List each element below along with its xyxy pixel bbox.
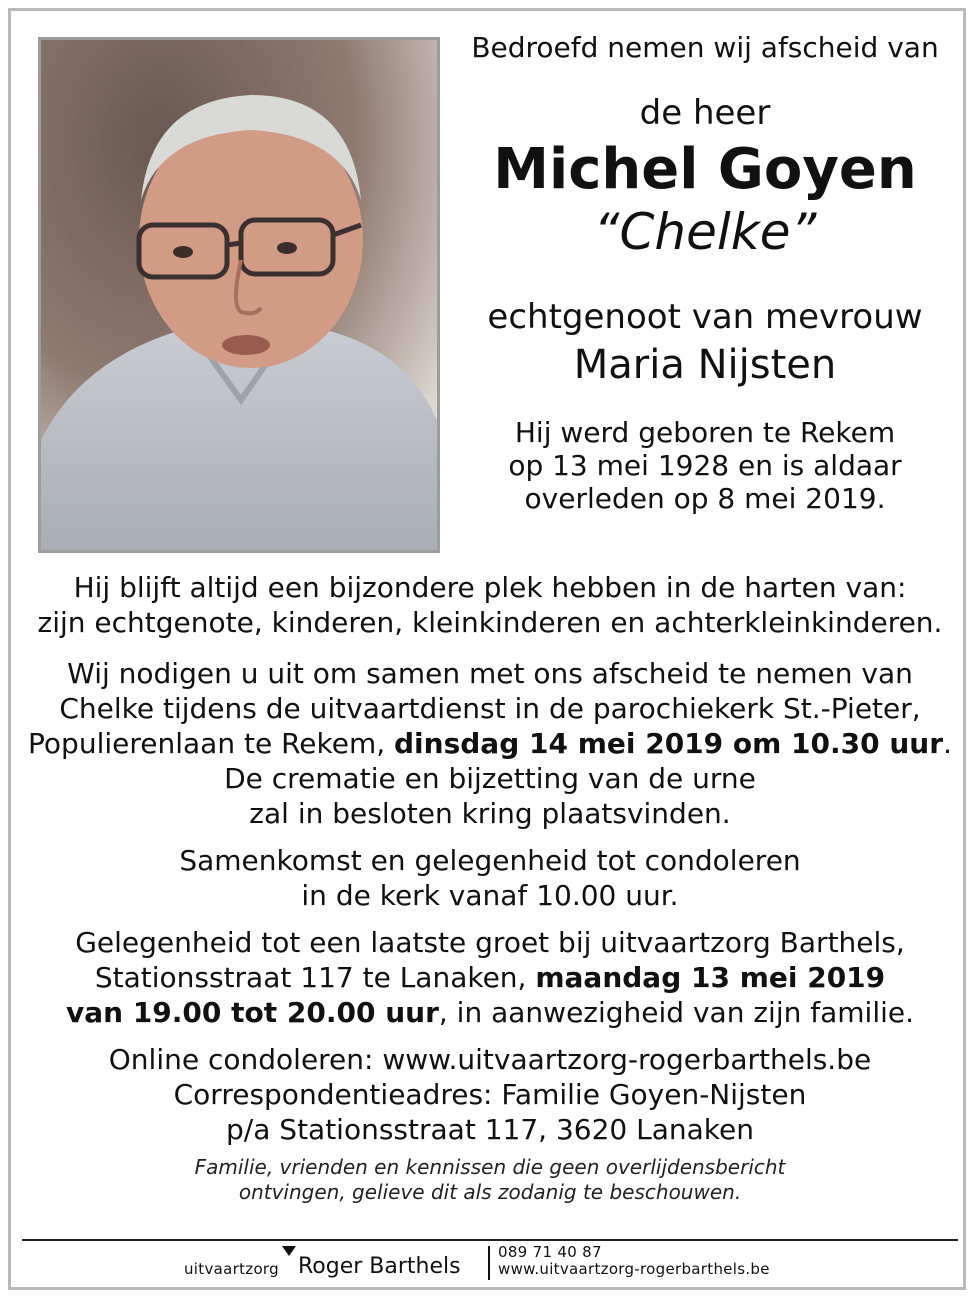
invite-line: zal in besloten kring plaatsvinden. [249,797,731,830]
invite-line: Wij nodigen u uit om samen met ons afscheid te nemen van [67,657,913,690]
invite-text: Populierenlaan te Rekem, [28,727,395,760]
invite-line: Chelke tijdens de uitvaartdienst in de parochiekerk St.-Pieter, [59,692,921,725]
nickname: “Chelke” [593,203,817,261]
announcement-body [22,570,958,1205]
triangle-icon [282,1246,296,1256]
born-line: op 13 mei 1928 en is aldaar [508,449,902,482]
footer-prefix: uitvaartzorg [184,1260,279,1278]
born-line: overleden op 8 mei 2019. [524,482,886,515]
intro-text: Bedroefd nemen wij afscheid van [471,31,939,64]
footer-website[interactable]: www.uitvaartzorg-rogerbarthels.be [498,1260,770,1278]
greeting-time: van 19.00 tot 20.00 uur [65,996,439,1029]
header-block [452,28,958,515]
gathering-line: Samenkomst en gelegenheid tot condoleren [179,844,801,877]
deceased-name: Michel Goyen [493,137,917,202]
birth-death-text [452,416,958,515]
remember-line: Hij blijft altijd een bijzondere plek hebben in de harten van: [73,571,907,604]
invite-line: De crematie en bijzetting van de urne [224,762,756,795]
invite-text: . [943,727,952,760]
remember-line: zijn echtgenote, kinderen, kleinkinderen en achterkleinkinderen. [37,606,943,639]
gathering-line: in de kerk vanaf 10.00 uur. [301,879,679,912]
title-prefix: de heer [639,93,771,133]
contact-line: p/a Stationsstraat 117, 3620 Lanaken [226,1113,754,1146]
born-line: Hij werd geboren te Rekem [514,416,896,449]
greeting-line [22,960,958,995]
contact-line: Correspondentieadres: Familie Goyen-Nijsten [173,1078,807,1111]
spouse-prefix: echtgenoot van mevrouw [487,297,923,337]
note-line: Familie, vrienden en kennissen die geen overlijdensbericht [194,1155,786,1179]
greeting-line [22,995,958,1030]
funeral-home-name: Roger Barthels [298,1254,461,1279]
greeting-line: Gelegenheid tot een laatste groet bij uitvaartzorg Barthels, [75,926,905,959]
footer-contact [498,1244,770,1278]
portrait-photo [38,37,440,553]
service-datetime: dinsdag 14 mei 2019 om 10.30 uur [394,727,944,760]
footer-phone: 089 71 40 87 [498,1243,602,1261]
contact-line: Online condoleren: www.uitvaartzorg-rogerbarthels.be [108,1043,872,1076]
footer [22,1244,958,1282]
spouse-name: Maria Nijsten [573,342,837,388]
notice-note [22,1155,958,1205]
invite-line [22,726,958,761]
footer-divider [22,1239,958,1241]
note-line: ontvingen, gelieve dit als zodanig te beschouwen. [238,1180,742,1204]
greeting-date: maandag 13 mei 2019 [535,961,886,994]
greeting-text: , in aanwezigheid van zijn familie. [438,996,914,1029]
portrait-illustration [41,40,437,550]
footer-separator [488,1246,490,1280]
greeting-text: Stationsstraat 117 te Lanaken, [94,961,536,994]
